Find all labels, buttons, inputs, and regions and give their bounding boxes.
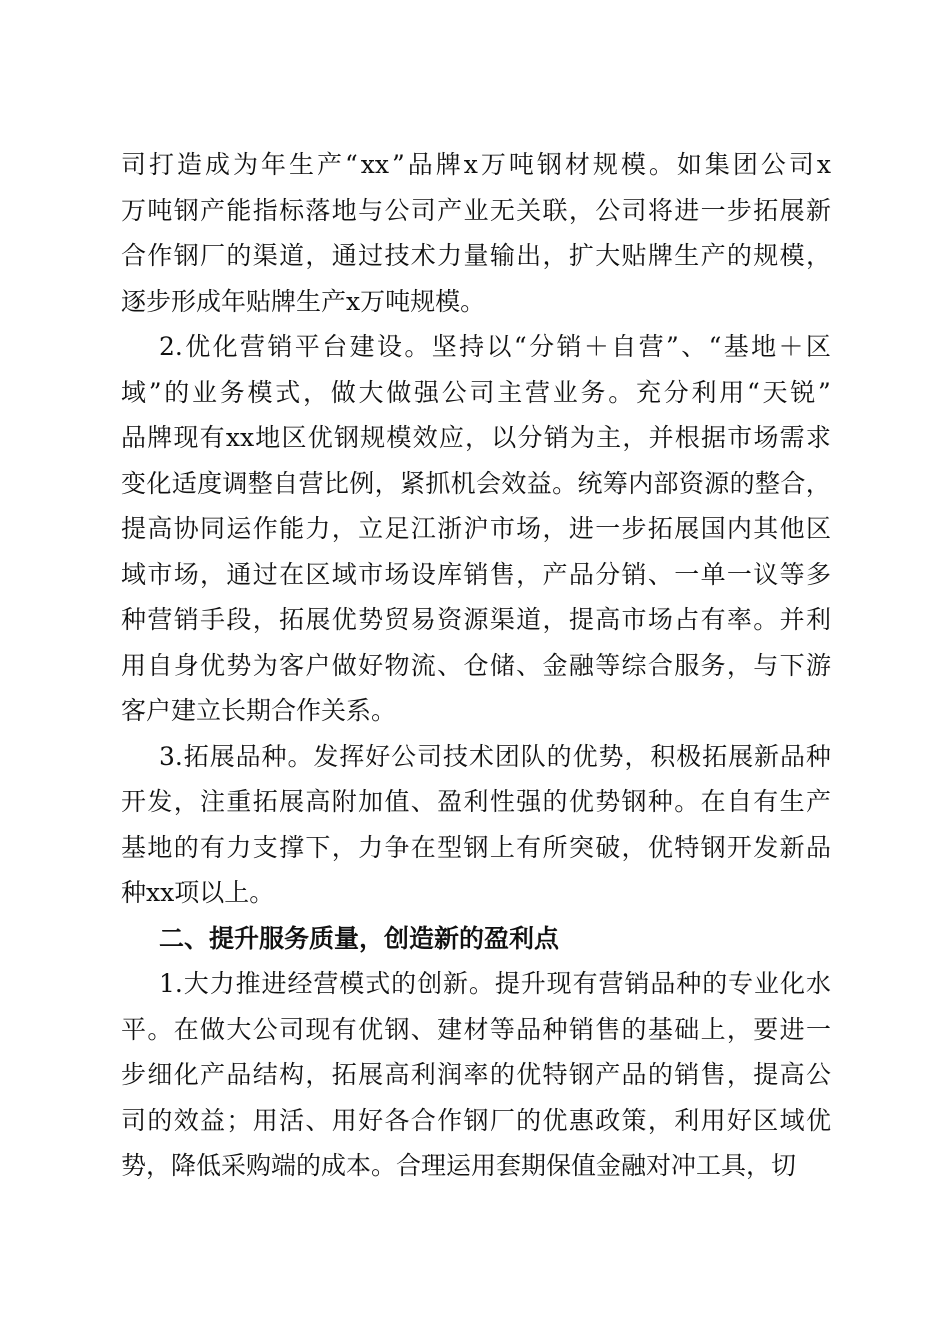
paragraph-line: 1. 大 力 推 进 经 营 模 式 的 创 新 。 提 升 现 有 营 销 品 种 的 专 业 化 水 bbox=[159, 969, 831, 998]
paragraph-line: 司 打 造 成 为 年 生 产 “ xx ” 品 牌 x 万 吨 钢 材 规 模 。 如 集 团 公 司 x bbox=[121, 150, 831, 179]
paragraph-line: 种xx项以上。 bbox=[121, 878, 275, 907]
paragraph-line: 品 牌 现 有 xx 地 区 优 钢 规 模 效 应 ， 以 分 销 为 主 ， 并 根 据 市 场 需 求 bbox=[121, 423, 831, 452]
paragraph-line: 势，降低采购端的成本。合理运用套期保值金融对冲工具，切 bbox=[121, 1151, 797, 1180]
paragraph-line: 平 。 在 做 大 公 司 现 有 优 钢 、 建 材 等 品 种 销 售 的 基 础 上 ， 要 进 一 bbox=[121, 1014, 831, 1044]
section-heading bbox=[121, 916, 831, 962]
paragraph-line: 域 ” 的 业 务 模 式 ， 做 大 做 强 公 司 主 营 业 务 。 充 分 利 用 “ 天 锐 ” bbox=[121, 377, 831, 407]
paragraph-line: 种 营 销 手 段 ， 拓 展 优 势 贸 易 资 源 渠 道 ， 提 高 市 场 占 有 率 。 并 利 bbox=[121, 605, 831, 634]
paragraph-line: 客户建立长期合作关系。 bbox=[121, 696, 397, 725]
paragraph-line: 提 高 协 同 运 作 能 力 ， 立 足 江 浙 沪 市 场 ， 进 一 步 拓 展 国 内 其 他 区 bbox=[121, 514, 831, 543]
document-body bbox=[121, 142, 831, 1189]
paragraph-line: 变 化 适 度 调 整 自 营 比 例 ， 紧 抓 机 会 效 益 。 统 筹 内 部 资 源 的 整 合 ， bbox=[121, 468, 831, 498]
paragraph-line: 步 细 化 产 品 结 构 ， 拓 展 高 利 润 率 的 优 特 钢 产 品 的 销 售 ， 提 高 公 bbox=[121, 1060, 831, 1089]
paragraph-line: 用 自 身 优 势 为 客 户 做 好 物 流 、 仓 储 、 金 融 等 综 合 服 务 ， 与 下 游 bbox=[121, 650, 831, 680]
paragraph bbox=[121, 734, 831, 916]
paragraph-line: 基 地 的 有 力 支 撑 下 ， 力 争 在 型 钢 上 有 所 突 破 ， 优 特 钢 开 发 新 品 bbox=[121, 832, 831, 862]
paragraph-line: 2. 优 化 营 销 平 台 建 设 。 坚 持 以 “ 分 销 ＋ 自 营 ” 、 “ 基 地 ＋ 区 bbox=[159, 332, 831, 361]
paragraph bbox=[121, 961, 831, 1189]
paragraph-line: 司 的 效 益 ； 用 活 、 用 好 各 合 作 钢 厂 的 优 惠 政 策 ， 利 用 好 区 域 优 bbox=[121, 1105, 831, 1135]
paragraph-line: 万 吨 钢 产 能 指 标 落 地 与 公 司 产 业 无 关 联 ， 公 司 将 进 一 步 拓 展 新 bbox=[121, 195, 831, 225]
paragraph bbox=[121, 324, 831, 734]
paragraph-line: 3. 拓 展 品 种 。 发 挥 好 公 司 技 术 团 队 的 优 势 ， 积 极 拓 展 新 品 种 bbox=[159, 741, 831, 771]
heading-text: 二、提升服务质量，创造新的盈利点 bbox=[159, 923, 560, 953]
paragraph-line: 逐步形成年贴牌生产x万吨规模。 bbox=[121, 286, 486, 316]
paragraph-line: 域 市 场 ， 通 过 在 区 域 市 场 设 库 销 售 ， 产 品 分 销 、 一 单 一 议 等 多 bbox=[121, 559, 831, 589]
paragraph-line: 合 作 钢 厂 的 渠 道 ， 通 过 技 术 力 量 输 出 ， 扩 大 贴 牌 生 产 的 规 模 ， bbox=[121, 241, 831, 270]
paragraph-line: 开 发 ， 注 重 拓 展 高 附 加 值 、 盈 利 性 强 的 优 势 钢 种 。 在 自 有 生 产 bbox=[121, 787, 831, 816]
paragraph bbox=[121, 142, 831, 324]
